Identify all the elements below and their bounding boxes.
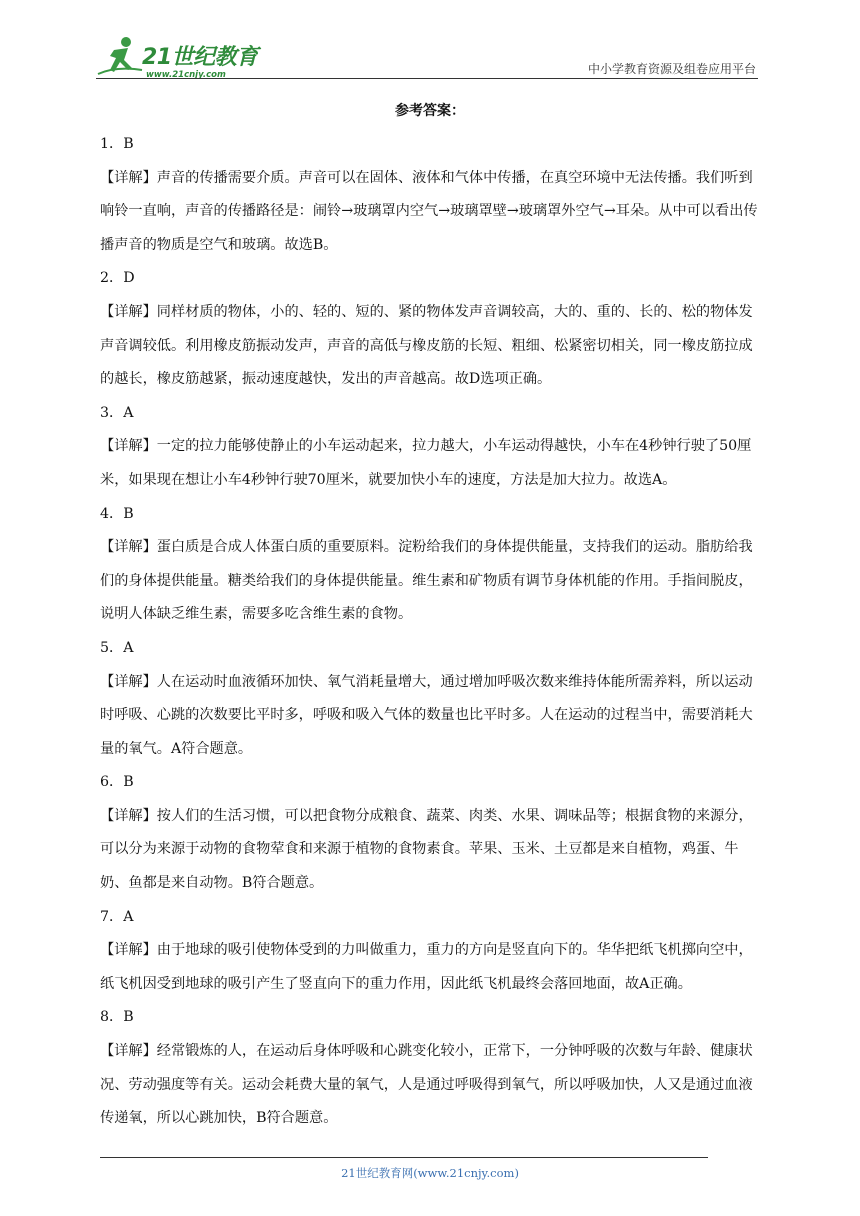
page-footer: 21世纪教育网(www.21cnjy.com) [341,1166,519,1180]
answer-detail: 【详解】由于地球的吸引使物体受到的力叫做重力，重力的方向是竖直向下的。华华把纸飞机掷向空中，纸飞机因受到地球的吸引产生了竖直向下的重力作用，因此纸飞机最终会落回地面，故A正确。 [100,942,753,992]
answer-number: 7．A [100,908,134,925]
platform-name: 中小学教育资源及组卷应用平台 [587,62,756,76]
answer-detail: 【详解】经常锻炼的人，在运动后身体呼吸和心跳变化较小，正常下，一分钟呼吸的次数与年龄、健康状况、劳动强度等有关。运动会耗费大量的氧气，人是通过呼吸得到氧气，所以呼吸加快，人又是通过血液传递氧，所以心跳加快，B符合题意。 [100,1043,753,1127]
answer-detail: 【详解】声音的传播需要介质。声音可以在固体、液体和气体中传播，在真空环境中无法传播。我们听到响铃一直响，声音的传播路径是：闹铃→玻璃罩内空气→玻璃罩壁→玻璃罩外空气→耳朵。从中可以看出传播声音的物质是空气和玻璃。故选B。 [100,169,758,253]
footer-divider [100,1157,708,1158]
answer-detail: 【详解】同样材质的物体，小的、轻的、短的、紧的物体发声音调较高，大的、重的、长的、松的物体发声音调较低。利用橡皮筋振动发声，声音的高低与橡皮筋的长短、粗细、松紧密切相关，同一橡皮筋拉成的越长，橡皮筋越紧，振动速度越快，发出的声音越高。故D选项正确。 [100,303,753,388]
answer-item [100,498,764,632]
answer-number: 1．B [100,136,134,152]
logo-url: www.21cnjy.com [146,70,226,80]
answer-item [100,128,764,262]
runner-icon [96,34,144,78]
answer-detail: 【详解】人在运动时血液循环加快、氧气消耗量增大，通过增加呼吸次数来维持体能所需养料，所以运动时呼吸、心跳的次数要比平时多，呼吸和吸入气体的数量也比平时多。人在运动的过程当中，需要消耗大量的氧气。A符合题意。 [100,673,753,757]
answer-item [100,766,764,900]
logo-text: 21世纪教育 [142,45,258,70]
page-title: 参考答案： [395,103,465,119]
answer-item [100,397,764,498]
answer-number: 5．A [100,639,134,656]
answer-item [100,901,764,1002]
answer-number: 8．B [100,1009,134,1026]
answer-detail: 【详解】一定的拉力能够使静止的小车运动起来，拉力越大，小车运动得越快，小车在4秒钟行驶了50厘米，如果现在想让小车4秒钟行驶70厘米，就要加快小车的速度，方法是加大拉力。故选A。 [100,438,752,488]
site-logo [96,34,266,78]
header-divider [96,78,758,79]
answer-number: 6．B [100,774,134,791]
answer-item [100,1001,764,1135]
answer-item [100,632,764,766]
answer-number: 2．D [100,270,135,287]
answer-number: 3．A [100,404,134,421]
answer-detail: 【详解】蛋白质是合成人体蛋白质的重要原料。淀粉给我们的身体提供能量，支持我们的运动。脂肪给我们的身体提供能量。糖类给我们的身体提供能量。维生素和矿物质有调节身体机能的作用。手指间脱皮，说明人体缺乏维生素，需要多吃含维生素的食物。 [100,539,753,623]
answer-detail: 【详解】按人们的生活习惯，可以把食物分成粮食、蔬菜、肉类、水果、调味品等；根据食物的来源分，可以分为来源于动物的食物荤食和来源于植物的食物素食。苹果、玉米、土豆都是来自植物，鸡蛋、牛奶、鱼都是来自动物。B符合题意。 [100,807,753,892]
answer-list [100,128,764,1136]
answer-item [100,262,764,396]
page-header [96,28,758,80]
answer-number: 4．B [100,505,134,522]
